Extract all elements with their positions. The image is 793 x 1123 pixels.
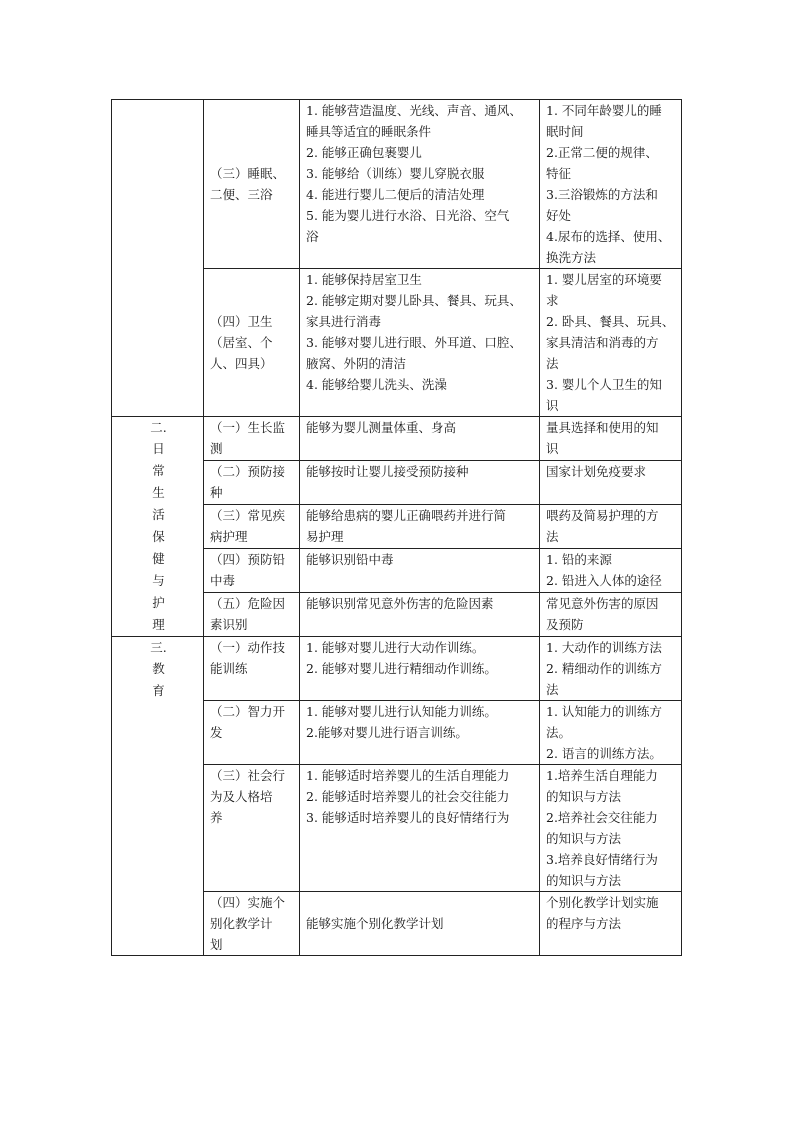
knowledge-cell: 1. 婴儿居室的环境要 求 2. 卧具、餐具、玩具、 家具清洁和消毒的方 法 3. 婴儿个人卫生的知 识 [540, 269, 682, 417]
unit-cell: （四）预防铅 中毒 [204, 549, 300, 593]
unit-cell: （一）动作技 能训练 [204, 637, 300, 701]
unit-cell: （二）智力开 发 [204, 701, 300, 765]
module-cell-education: 三. 教 育 [112, 637, 204, 956]
standards-table [111, 99, 682, 956]
table-row [112, 637, 682, 701]
skill-cell: 1. 能够对婴儿进行认知能力训练。 2.能够对婴儿进行语言训练。 [300, 701, 540, 765]
module-cell-continued [112, 100, 204, 417]
knowledge-cell: 喂药及简易护理的方 法 [540, 505, 682, 549]
knowledge-cell: 个别化教学计划实施 的程序与方法 [540, 892, 682, 956]
knowledge-cell: 1. 铅的来源 2. 铅进入人体的途径 [540, 549, 682, 593]
module-cell-daily-care: 二. 日 常 生 活 保 健 与 护 理 [112, 417, 204, 637]
skill-cell: 能够识别铅中毒 [300, 549, 540, 593]
table-row [112, 417, 682, 461]
unit-cell: （三）常见疾 病护理 [204, 505, 300, 549]
knowledge-cell: 量具选择和使用的知 识 [540, 417, 682, 461]
knowledge-cell: 1. 不同年龄婴儿的睡 眠时间 2.正常二便的规律、 特征 3.三浴锻炼的方法和 好处 4.尿布的选择、使用、 换洗方法 [540, 100, 682, 269]
unit-cell: （一）生长监 测 [204, 417, 300, 461]
skill-cell: 1. 能够保持居室卫生 2. 能够定期对婴儿卧具、餐具、玩具、 家具进行消毒 3. 能够对婴儿进行眼、外耳道、口腔、 腋窝、外阴的清洁 4. 能够给婴儿洗头、洗澡 [300, 269, 540, 417]
knowledge-cell: 1. 认知能力的训练方 法。 2. 语言的训练方法。 [540, 701, 682, 765]
unit-cell: （二）预防接 种 [204, 461, 300, 505]
knowledge-cell: 常见意外伤害的原因 及预防 [540, 593, 682, 637]
knowledge-cell: 国家计划免疫要求 [540, 461, 682, 505]
knowledge-cell: 1. 大动作的训练方法 2. 精细动作的训练方 法 [540, 637, 682, 701]
skill-cell: 能够实施个别化教学计划 [300, 892, 540, 956]
skill-cell: 能够为婴儿测量体重、身高 [300, 417, 540, 461]
unit-cell: （四）卫生 （居室、个 人、四具） [204, 269, 300, 417]
unit-cell: （三）睡眠、 二便、三浴 [204, 100, 300, 269]
skill-cell: 1. 能够对婴儿进行大动作训练。 2. 能够对婴儿进行精细动作训练。 [300, 637, 540, 701]
unit-cell: （五）危险因 素识别 [204, 593, 300, 637]
skill-cell: 1. 能够营造温度、光线、声音、通风、 睡具等适宜的睡眠条件 2. 能够正确包裹婴儿 3. 能够给（训练）婴儿穿脱衣服 4. 能进行婴儿二便后的清洁处理 5. 能为婴儿进行水浴、日光浴、空气 浴 [300, 100, 540, 269]
unit-cell: （三）社会行 为及人格培 养 [204, 765, 300, 892]
table-row [112, 100, 682, 269]
skill-cell: 能够识别常见意外伤害的危险因素 [300, 593, 540, 637]
unit-cell: （四）实施个 别化教学计 划 [204, 892, 300, 956]
knowledge-cell: 1.培养生活自理能力 的知识与方法 2.培养社会交往能力 的知识与方法 3.培养良好情绪行为 的知识与方法 [540, 765, 682, 892]
skill-cell: 1. 能够适时培养婴儿的生活自理能力 2. 能够适时培养婴儿的社会交往能力 3. 能够适时培养婴儿的良好情绪行为 [300, 765, 540, 892]
skill-cell: 能够给患病的婴儿正确喂药并进行简 易护理 [300, 505, 540, 549]
skill-cell: 能够按时让婴儿接受预防接种 [300, 461, 540, 505]
